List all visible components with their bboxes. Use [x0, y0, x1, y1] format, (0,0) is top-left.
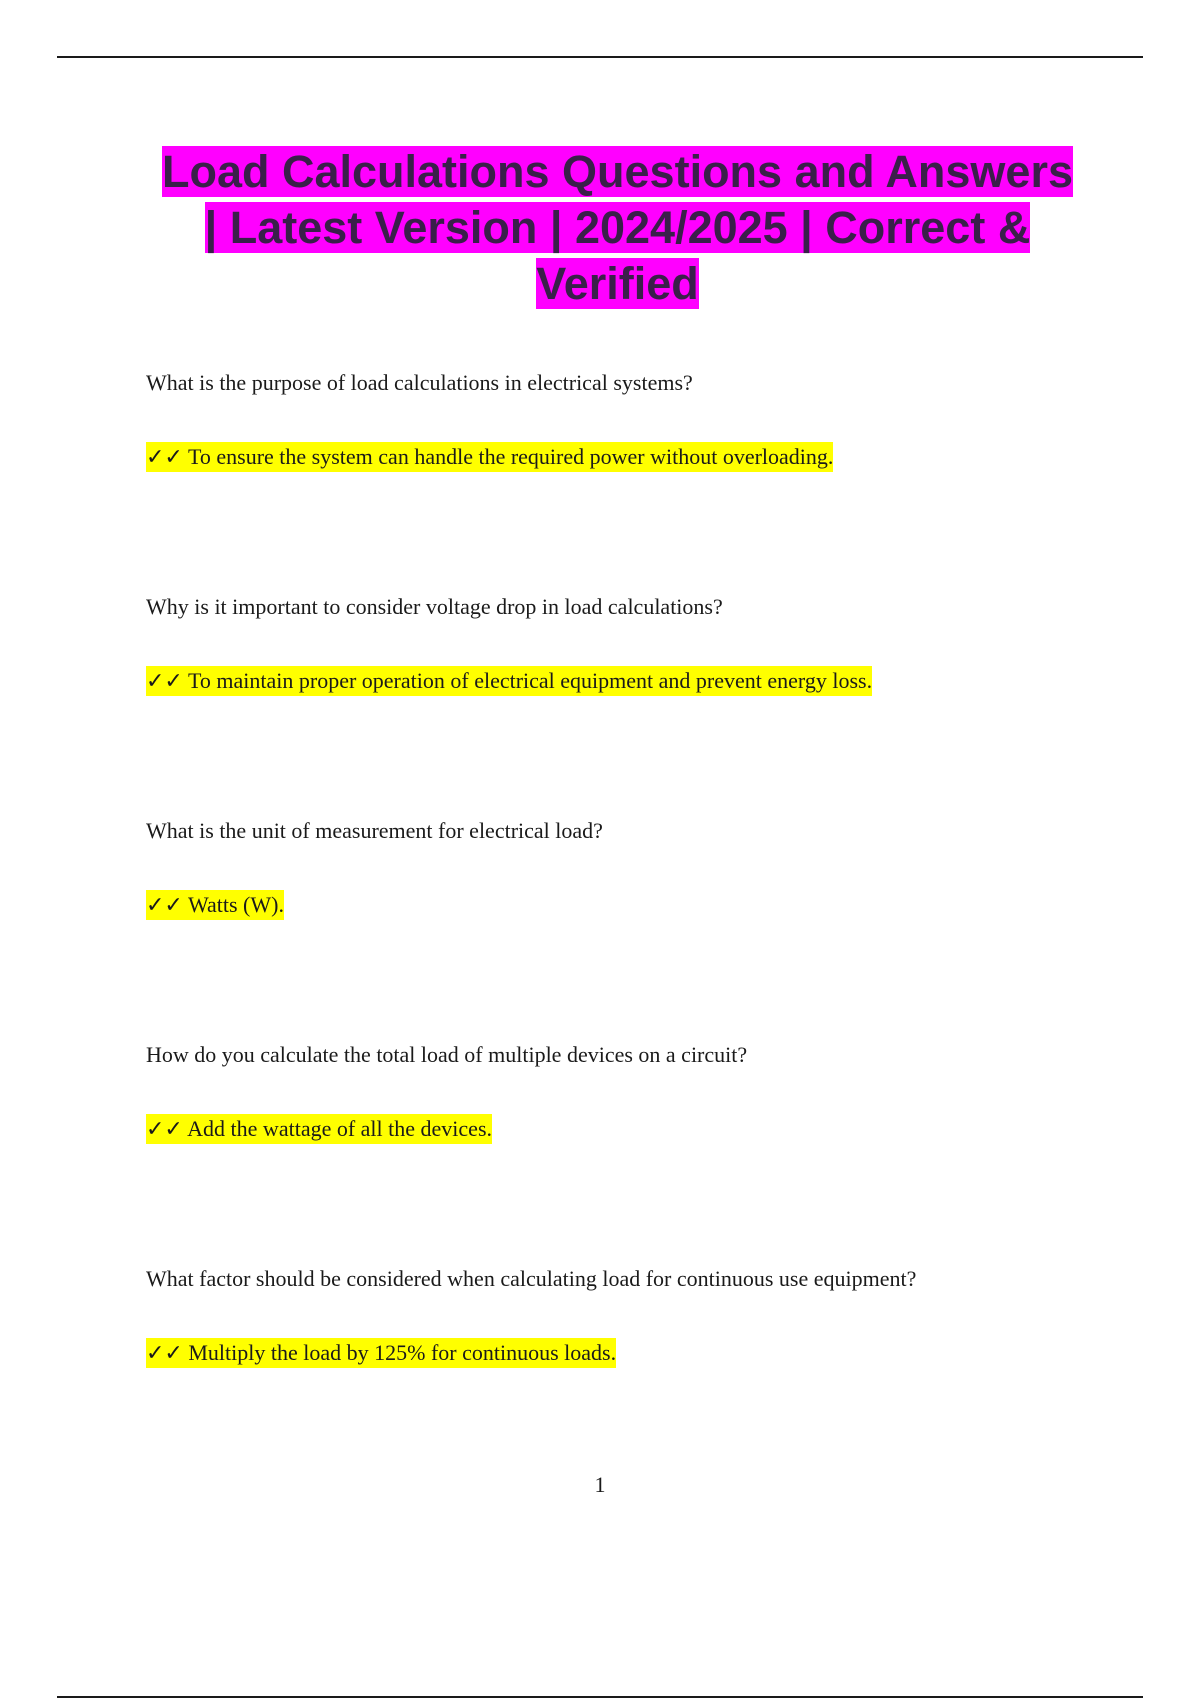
check-icon: ✓✓	[146, 1341, 183, 1366]
check-icon: ✓✓	[146, 893, 183, 918]
question-text: What is the unit of measurement for electrical load?	[146, 818, 603, 843]
document-title: Load Calculations Questions and Answers | Latest Version | 2024/2025 | Correct & Verified	[161, 146, 1073, 309]
answer-text: Add the wattage of all the devices.	[187, 1116, 493, 1141]
bottom-rule	[57, 1696, 1143, 1698]
answer	[146, 668, 1106, 695]
qa-item-3	[146, 818, 1106, 919]
top-rule	[57, 56, 1143, 58]
answer-highlight	[146, 1338, 616, 1368]
answer	[146, 892, 1106, 919]
page-number: 1	[594, 1472, 606, 1497]
check-icon: ✓✓	[146, 445, 183, 470]
answer	[146, 1340, 1106, 1367]
answer-text: Multiply the load by 125% for continuous loads.	[188, 1340, 617, 1365]
title-block	[150, 144, 1085, 312]
question-text: Why is it important to consider voltage drop in load calculations?	[146, 594, 723, 619]
answer-highlight	[146, 890, 284, 920]
question-text: How do you calculate the total load of multiple devices on a circuit?	[146, 1042, 748, 1067]
answer	[146, 444, 1106, 471]
answer-text: Watts (W).	[187, 892, 284, 917]
qa-item-1	[146, 370, 1106, 471]
qa-item-5	[146, 1266, 1106, 1367]
answer-highlight	[146, 442, 833, 472]
answer-text: To ensure the system can handle the required power without overloading.	[187, 444, 834, 469]
check-icon: ✓✓	[146, 669, 183, 694]
answer-highlight	[146, 1114, 492, 1144]
answer	[146, 1116, 1106, 1143]
qa-item-4	[146, 1042, 1106, 1143]
question-text: What factor should be considered when calculating load for continuous use equipment?	[146, 1266, 917, 1291]
answer-text: To maintain proper operation of electrical equipment and prevent energy loss.	[187, 668, 873, 693]
qa-item-2	[146, 594, 1106, 695]
answer-highlight	[146, 666, 872, 696]
question-text: What is the purpose of load calculations in electrical systems?	[146, 370, 693, 395]
check-icon: ✓✓	[146, 1117, 183, 1142]
